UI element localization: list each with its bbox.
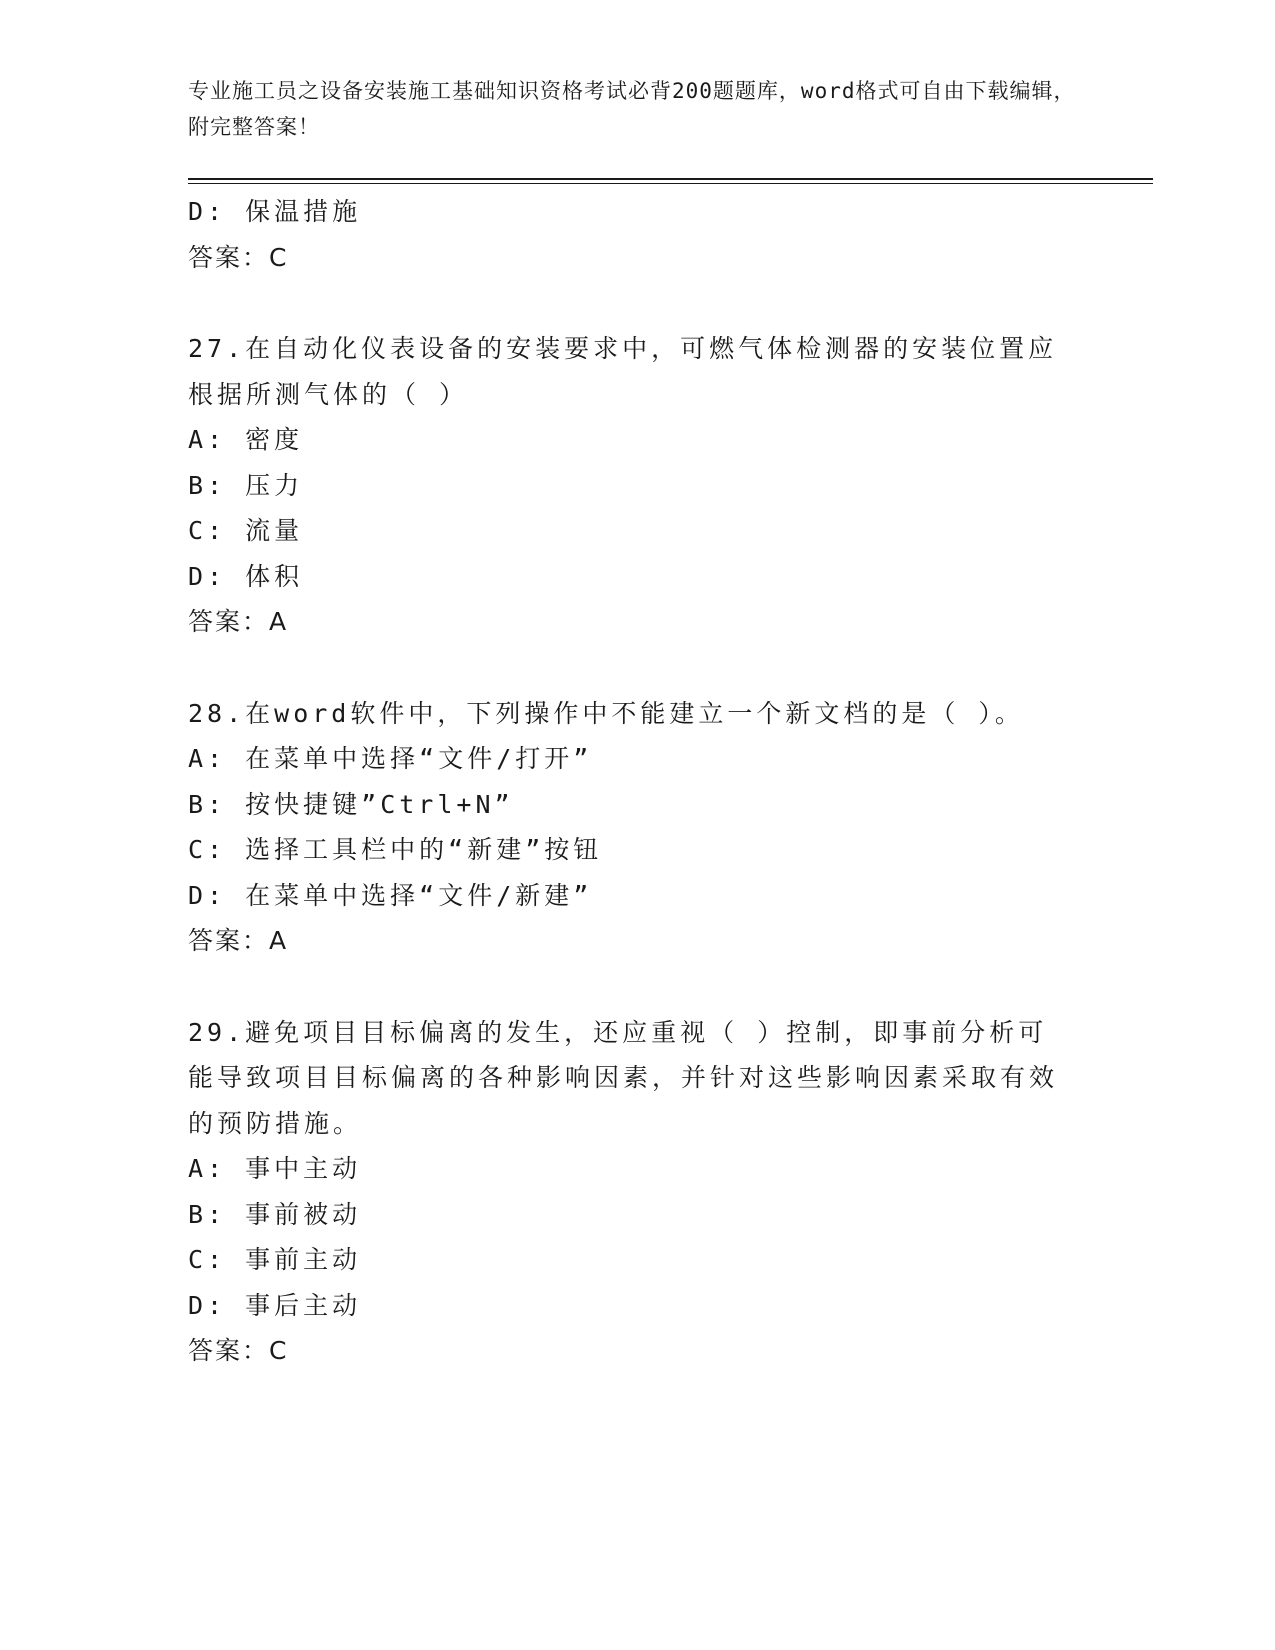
option-a: A: 在菜单中选择“文件/打开” xyxy=(188,744,593,773)
option-a: A: 事中主动 xyxy=(188,1154,362,1183)
question-stem: 28.在word软件中，下列操作中不能建立一个新文档的是（ ）。 xyxy=(188,698,1024,728)
spacer xyxy=(188,280,1068,326)
question-stem: 29.避免项目目标偏离的发生，还应重视（ ）控制，即事前分析可能导致项目目标偏离的各种影响因素，并针对这些影响因素采取有效的预防措施。 xyxy=(188,1017,1059,1138)
option-a: A: 密度 xyxy=(188,425,304,454)
answer: 答案：C xyxy=(188,1336,289,1365)
question-28 xyxy=(188,691,1068,964)
header-rule-thin xyxy=(188,183,1153,184)
document-header: 专业施工员之设备安装施工基础知识资格考试必背200题题库，word格式可自由下载编辑，附完整答案！ xyxy=(188,79,1076,139)
answer: 答案：A xyxy=(188,926,289,955)
question-27 xyxy=(188,326,1068,645)
spacer xyxy=(188,645,1068,691)
option-c: C: 事前主动 xyxy=(188,1245,362,1274)
question-29 xyxy=(188,1010,1068,1374)
prev-option-d: D: 保温措施 xyxy=(188,197,362,226)
option-b: B: 事前被动 xyxy=(188,1199,362,1229)
answer: 答案：A xyxy=(188,607,289,636)
option-d: D: 体积 xyxy=(188,561,304,591)
question-stem: 27.在自动化仪表设备的安装要求中，可燃气体检测器的安装位置应根据所测气体的（ ） xyxy=(188,334,1058,409)
option-b: B: 按快捷键”Ctrl+N” xyxy=(188,789,514,819)
question-content xyxy=(188,189,1068,1374)
option-b: B: 压力 xyxy=(188,470,304,500)
header-rule-thick xyxy=(188,178,1153,180)
option-d: D: 在菜单中选择“文件/新建” xyxy=(188,880,593,910)
spacer xyxy=(188,964,1068,1010)
option-c: C: 流量 xyxy=(188,516,304,545)
option-c: C: 选择工具栏中的“新建”按钮 xyxy=(188,835,603,864)
option-d: D: 事后主动 xyxy=(188,1290,362,1320)
prev-answer: 答案：C xyxy=(188,242,289,272)
